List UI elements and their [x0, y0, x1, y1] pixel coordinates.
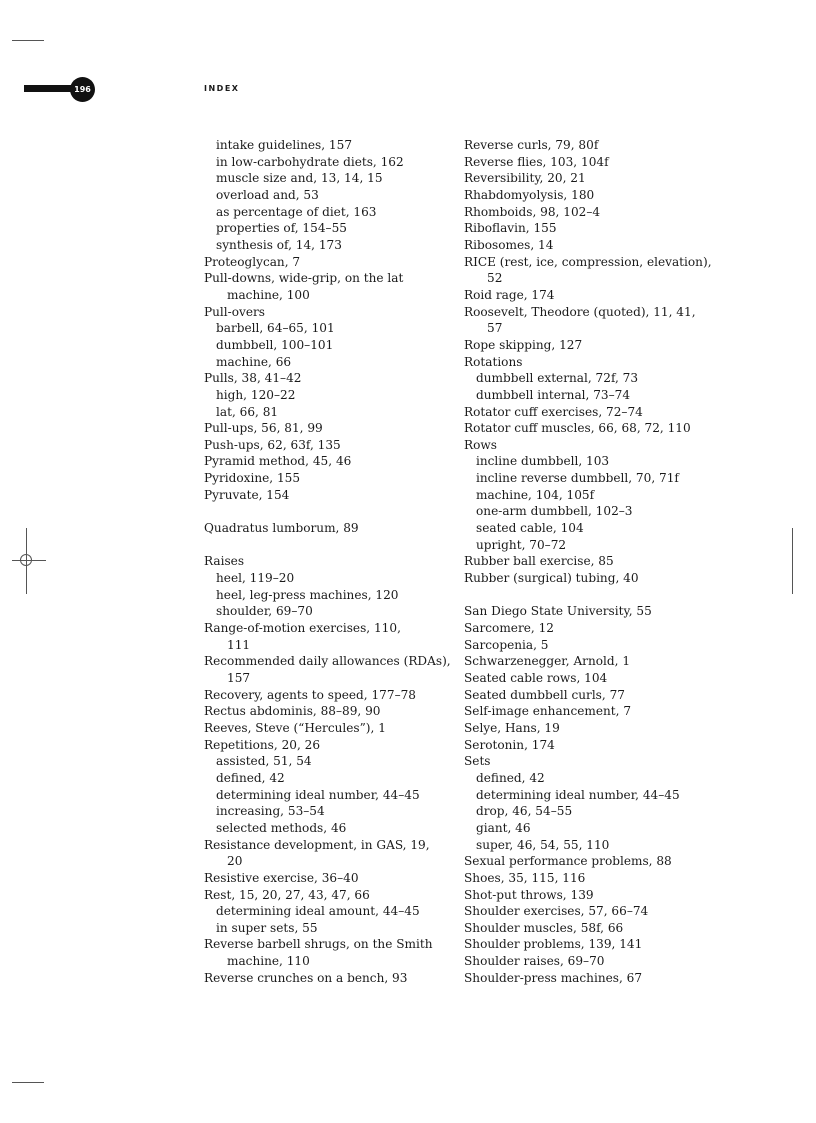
index-subentry: properties of, 154–55 [216, 221, 347, 236]
index-entry: Schwarzenegger, Arnold, 1 [464, 654, 631, 669]
index-entry-continuation: 57 [487, 321, 503, 336]
index-entry: Push-ups, 62, 63f, 135 [204, 437, 341, 452]
index-subentry: lat, 66, 81 [216, 404, 279, 419]
index-entry: Sets [464, 754, 491, 769]
index-subentry: muscle size and, 13, 14, 15 [216, 171, 383, 186]
index-subentry: super, 46, 54, 55, 110 [476, 837, 610, 852]
index-entry: Sarcopenia, 5 [464, 637, 549, 652]
index-entry: Shoulder problems, 139, 141 [464, 937, 643, 952]
index-subentry: barbell, 64–65, 101 [216, 321, 335, 336]
index-entry: Resistive exercise, 36–40 [204, 870, 359, 885]
index-entry: Rectus abdominis, 88–89, 90 [204, 704, 381, 719]
index-subentry: intake guidelines, 157 [216, 138, 353, 152]
index-entry: Rotator cuff muscles, 66, 68, 72, 110 [464, 421, 691, 436]
page-number: 196 [74, 85, 91, 94]
index-subentry: machine, 104, 105f [476, 487, 595, 502]
index-entry: Shot-put throws, 139 [464, 887, 594, 902]
index-entry: Repetitions, 20, 26 [204, 737, 321, 752]
index-subentry: giant, 46 [476, 820, 531, 835]
index-subentry: seated cable, 104 [476, 521, 584, 536]
index-entry: Range-of-motion exercises, 110, [204, 621, 401, 635]
index-subentry: as percentage of diet, 163 [216, 204, 377, 219]
index-entry: Serotonin, 174 [464, 737, 555, 752]
index-entry: Reeves, Steve (“Hercules”), 1 [204, 720, 386, 735]
index-column-left [204, 137, 454, 986]
index-entry: Recommended daily allowances (RDAs), [204, 654, 451, 669]
index-subentry: defined, 42 [216, 770, 285, 785]
index-subentry: heel, leg-press machines, 120 [216, 587, 399, 602]
index-entry: Reverse flies, 103, 104f [464, 154, 609, 169]
index-subentry: determining ideal amount, 44–45 [216, 904, 420, 919]
index-entry: Shoulder-press machines, 67 [464, 970, 643, 985]
registration-circle-left [20, 554, 32, 566]
index-entry: San Diego State University, 55 [464, 604, 652, 619]
index-subentry: overload and, 53 [216, 187, 319, 202]
index-entry: Reverse curls, 79, 80f [464, 138, 599, 152]
index-subentry: in super sets, 55 [216, 920, 318, 935]
index-entry: Seated cable rows, 104 [464, 670, 608, 685]
index-entry: Selye, Hans, 19 [464, 720, 560, 735]
page-number-badge [70, 77, 95, 102]
index-entry-continuation: 111 [227, 637, 251, 652]
index-subentry: dumbbell internal, 73–74 [476, 387, 631, 402]
index-entry: Sarcomere, 12 [464, 621, 554, 636]
index-entry: Shoes, 35, 115, 116 [464, 870, 586, 885]
index-entry: Rhomboids, 98, 102–4 [464, 204, 601, 219]
index-entry: Rows [464, 437, 497, 452]
index-subentry: dumbbell, 100–101 [216, 337, 334, 352]
index-entry: Roid rage, 174 [464, 287, 555, 302]
index-entry: Pyridoxine, 155 [204, 471, 301, 486]
index-subentry: shoulder, 69–70 [216, 604, 313, 619]
index-entry: Pulls, 38, 41–42 [204, 371, 302, 386]
index-spacer [464, 587, 714, 604]
index-entry: Rubber ball exercise, 85 [464, 554, 614, 569]
index-subentry: determining ideal number, 44–45 [476, 787, 680, 802]
index-entry: Rotator cuff exercises, 72–74 [464, 404, 643, 419]
index-entry: Shoulder exercises, 57, 66–74 [464, 904, 649, 919]
index-entry: Raises [204, 554, 245, 569]
index-entry: Rest, 15, 20, 27, 43, 47, 66 [204, 887, 370, 902]
crop-mark-bottom-left [12, 1082, 44, 1083]
index-subentry: incline dumbbell, 103 [476, 454, 610, 469]
index-entry: Seated dumbbell curls, 77 [464, 687, 625, 702]
registration-mark-right [792, 528, 793, 594]
index-subentry: drop, 46, 54–55 [476, 804, 573, 819]
index-entry: Shoulder raises, 69–70 [464, 954, 605, 969]
index-entry-continuation: 157 [227, 670, 251, 685]
index-entry: Rubber (surgical) tubing, 40 [464, 571, 639, 586]
index-subentry: one-arm dumbbell, 102–3 [476, 504, 633, 519]
index-subentry: selected methods, 46 [216, 820, 347, 835]
index-entry-continuation: 20 [227, 854, 243, 869]
index-entry: Sexual performance problems, 88 [464, 854, 672, 869]
index-entry: RICE (rest, ice, compression, elevation), [464, 254, 712, 269]
index-subentry: defined, 42 [476, 770, 545, 785]
index-entry: Rhabdomyolysis, 180 [464, 187, 595, 202]
index-subentry: dumbbell external, 72f, 73 [476, 371, 639, 386]
index-entry: Reverse barbell shrugs, on the Smith [204, 937, 433, 952]
index-subentry: incline reverse dumbbell, 70, 71f [476, 471, 679, 486]
index-subentry: high, 120–22 [216, 387, 296, 402]
index-entry: Recovery, agents to speed, 177–78 [204, 687, 417, 702]
index-entry: Proteoglycan, 7 [204, 254, 301, 269]
index-entry: Rope skipping, 127 [464, 337, 583, 352]
index-subentry: upright, 70–72 [476, 537, 567, 552]
index-entry: Shoulder muscles, 58f, 66 [464, 920, 624, 935]
running-head: INDEX [204, 84, 240, 93]
index-subentry: increasing, 53–54 [216, 804, 325, 819]
index-entry: Pyruvate, 154 [204, 487, 290, 502]
index-entry-continuation: machine, 100 [227, 287, 310, 302]
index-entry: Pull-overs [204, 304, 266, 319]
index-subentry: synthesis of, 14, 173 [216, 237, 342, 252]
index-spacer [204, 537, 454, 554]
index-entry: Reversibility, 20, 21 [464, 171, 586, 186]
index-entry: Pull-ups, 56, 81, 99 [204, 421, 323, 436]
crop-mark-top-left [12, 40, 44, 41]
index-spacer [204, 503, 454, 520]
index-entry: Pyramid method, 45, 46 [204, 454, 352, 469]
index-subentry: in low-carbohydrate diets, 162 [216, 154, 404, 169]
index-subentry: assisted, 51, 54 [216, 754, 312, 769]
index-entry: Quadratus lumborum, 89 [204, 521, 359, 536]
index-entry: Ribosomes, 14 [464, 237, 554, 252]
index-entry: Roosevelt, Theodore (quoted), 11, 41, [464, 304, 696, 319]
index-entry: Rotations [464, 354, 523, 369]
index-column-right [464, 137, 714, 986]
index-subentry: determining ideal number, 44–45 [216, 787, 420, 802]
index-subentry: machine, 66 [216, 354, 292, 369]
index-entry-continuation: 52 [487, 271, 503, 286]
index-entry: Reverse crunches on a bench, 93 [204, 970, 408, 985]
index-entry: Self-image enhancement, 7 [464, 704, 632, 719]
index-entry: Pull-downs, wide-grip, on the lat [204, 271, 404, 286]
index-subentry: heel, 119–20 [216, 571, 295, 586]
index-entry-continuation: machine, 110 [227, 954, 310, 969]
index-entry: Riboflavin, 155 [464, 221, 557, 236]
index-entry: Resistance development, in GAS, 19, [204, 837, 430, 852]
